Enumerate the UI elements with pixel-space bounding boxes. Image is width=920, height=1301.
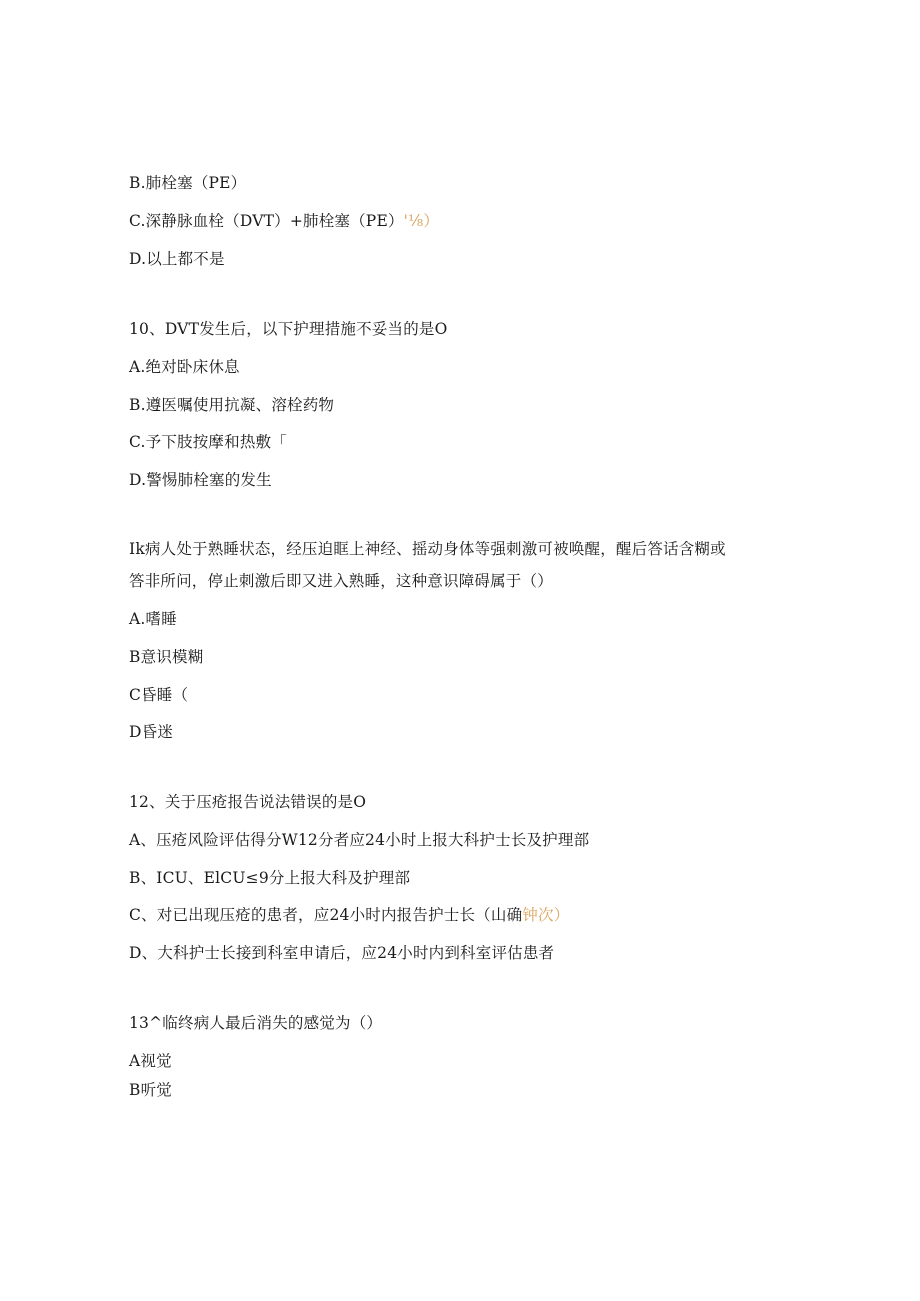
q11-option-d: D昏迷 <box>129 723 174 741</box>
q10-option-d: D.警惕肺栓塞的发生 <box>129 471 272 489</box>
q10-option-b: B.遵医嘱使用抗凝、溶栓药物 <box>129 396 335 414</box>
q9-option-c <box>129 211 439 231</box>
q11-option-a: A.嗜睡 <box>129 610 177 628</box>
q12-option-c <box>129 905 569 925</box>
q12-option-c-mark: 钟次） <box>522 906 570 924</box>
q11-stem-line1: Ik病人处于熟睡状态，经压迫眶上神经、摇动身体等强刺激可被唤醒，醒后答话含糊或 <box>129 540 726 558</box>
q12-option-c-text: C、对已出现压疮的患者，应24小时内报告护士长（山确 <box>129 906 523 924</box>
q11-option-c: C昏睡（ <box>129 686 189 704</box>
q10-stem: 10、DVT发生后，以下护理措施不妥当的是O <box>129 320 448 338</box>
q9-option-c-text: C.深静脉血栓（DVT）+肺栓塞（PE） <box>129 212 404 230</box>
q13-option-a: A视觉 <box>129 1052 172 1070</box>
q12-stem: 12、关于压疮报告说法错误的是O <box>129 793 367 811</box>
q13-option-b: B听觉 <box>129 1081 172 1099</box>
q10-option-c: C.予下肢按摩和热敷「 <box>129 433 287 451</box>
q13-stem: 13^临终病人最后消失的感觉为（） <box>129 1014 383 1032</box>
q12-option-a: A、压疮风险评估得分W12分者应24小时上报大科护士长及护理部 <box>129 831 590 849</box>
q12-option-b: B、ICU、ElCU≤9分上报大科及护理部 <box>129 869 411 887</box>
q11-option-b: B意识模糊 <box>129 648 204 666</box>
q10-option-a: A.绝对卧床休息 <box>129 358 240 376</box>
q9-option-d: D.以上都不是 <box>129 250 225 268</box>
q9-option-b: B.肺栓塞（PE） <box>129 174 247 192</box>
q9-option-c-mark: '⅛） <box>403 212 440 230</box>
q12-option-d: D、大科护士长接到科室申请后，应24小时内到科室评估患者 <box>129 944 555 962</box>
q11-stem-line2: 答非所问，停止刺激后即又进入熟睡，这种意识障碍属于（） <box>129 572 553 590</box>
